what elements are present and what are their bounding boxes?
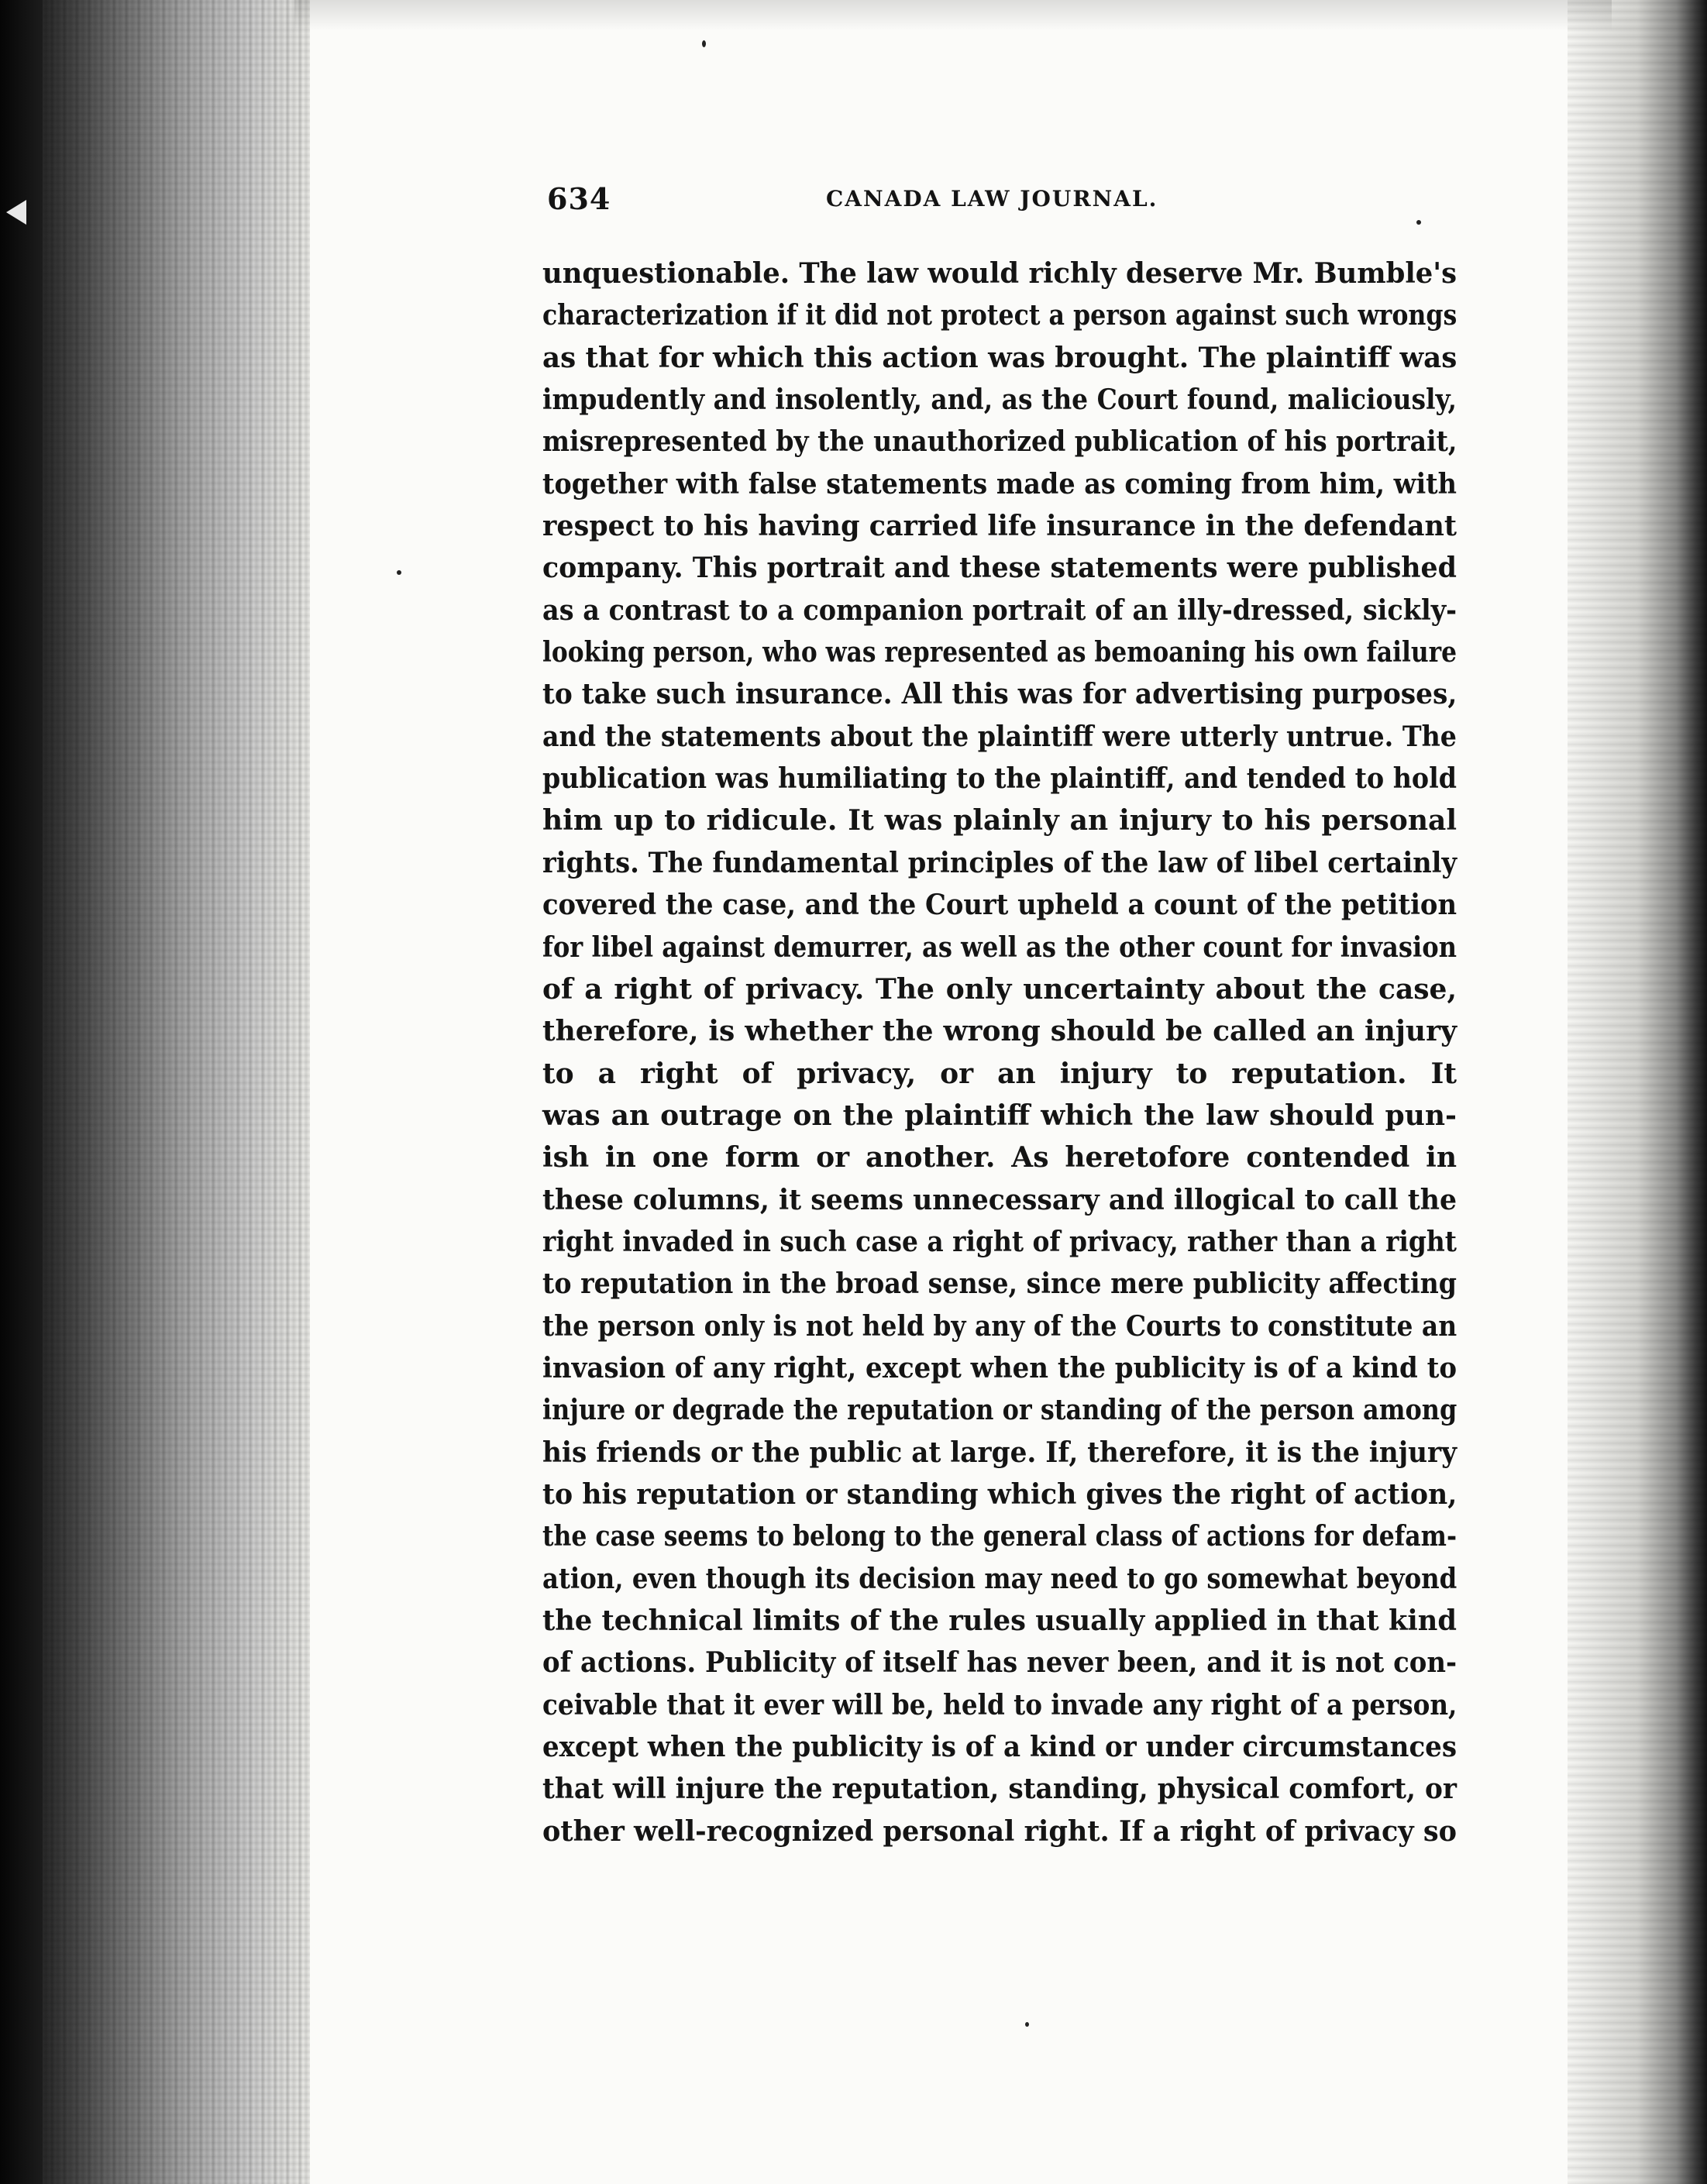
text-line: misrepresented by the unauthorized publication of his portrait, xyxy=(542,425,1457,459)
text-line: of actions. Publicity of itself has never been, and it is not con- xyxy=(542,1646,1457,1680)
text-line: as that for which this action was brought. The plaintiff was xyxy=(542,341,1457,374)
text-line: other well-recognized personal right. If a right of privacy so xyxy=(542,1814,1457,1848)
text-line: respect to his having carried life insurance in the defendant xyxy=(542,510,1457,543)
text-line: covered the case, and the Court upheld a count of the petition xyxy=(542,889,1457,922)
text-line: for libel against demurrer, as well as the other count for invasion xyxy=(542,930,1457,964)
text-line: him up to ridicule. It was plainly an injury to his personal xyxy=(542,804,1457,837)
text-line: his friends or the public at large. If, therefore, it is the injury xyxy=(542,1436,1457,1469)
text-line: rights. The fundamental principles of the law of libel certainly xyxy=(542,846,1457,879)
text-line: characterization if it did not protect a person against such wrongs xyxy=(542,299,1457,332)
page-binding-edge xyxy=(0,0,43,2184)
text-line: of a right of privacy. The only uncertainty about the case, xyxy=(542,972,1457,1006)
text-line: these columns, it seems unnecessary and illogical to call the xyxy=(542,1183,1457,1216)
scanned-right-edge xyxy=(1568,0,1707,2184)
text-line: to reputation in the broad sense, since mere publicity affecting xyxy=(542,1267,1457,1301)
text-line: the person only is not held by any of the Courts to constitute an xyxy=(542,1309,1457,1343)
running-head: CANADA LAW JOURNAL. xyxy=(826,186,1158,212)
text-line: to his reputation or standing which gives the right of action, xyxy=(542,1477,1457,1511)
text-line: that will injure the reputation, standing, physical comfort, or xyxy=(542,1773,1457,1806)
text-line: ish in one form or another. As heretofore contended in xyxy=(542,1141,1457,1175)
scanned-gutter xyxy=(0,0,310,2184)
text-line: looking person, who was represented as bemoaning his own failure xyxy=(542,636,1457,669)
scan-top-shadow xyxy=(294,0,1612,31)
text-line: therefore, is whether the wrong should be called an injury xyxy=(542,1015,1457,1048)
text-line: invasion of any right, except when the publicity is of a kind to xyxy=(542,1351,1457,1384)
text-line: company. This portrait and these statements were published xyxy=(542,552,1457,585)
text-line: was an outrage on the plaintiff which the law should pun- xyxy=(542,1099,1457,1132)
text-line: right invaded in such case a right of privacy, rather than a right xyxy=(542,1225,1457,1258)
text-line: the case seems to belong to the general class of actions for defam- xyxy=(542,1520,1457,1553)
text-line: to take such insurance. All this was for advertising purposes, xyxy=(542,678,1457,711)
text-line: and the statements about the plaintiff were utterly untrue. The xyxy=(542,720,1457,753)
text-line: as a contrast to a companion portrait of an illy-dressed, sickly- xyxy=(542,593,1457,627)
text-line: publication was humiliating to the plaintiff, and tended to hold xyxy=(542,762,1457,796)
scan-speck xyxy=(702,40,706,47)
text-line: ation, even though its decision may need to go somewhat beyond xyxy=(542,1562,1457,1595)
body-paragraph xyxy=(542,253,1457,1852)
text-line: together with false statements made as coming from him, with xyxy=(542,467,1457,500)
page-number: 634 xyxy=(547,181,611,216)
text-line: ceivable that it ever will be, held to invade any right of a person, xyxy=(542,1688,1457,1721)
text-line: the technical limits of the rules usually applied in that kind xyxy=(542,1604,1457,1637)
page-header xyxy=(547,181,1461,228)
page-notch xyxy=(6,200,26,225)
text-line: except when the publicity is of a kind or under circumstances xyxy=(542,1731,1457,1764)
text-line: injure or degrade the reputation or standing of the person among xyxy=(542,1394,1457,1427)
scan-speck xyxy=(397,570,401,575)
text-line: unquestionable. The law would richly deserve Mr. Bumble's xyxy=(542,257,1457,290)
scan-speck xyxy=(1025,2022,1029,2027)
text-line: impudently and insolently, and, as the Court found, maliciously, xyxy=(542,383,1457,417)
text-line: to a right of privacy, or an injury to reputation. It xyxy=(542,1057,1457,1090)
